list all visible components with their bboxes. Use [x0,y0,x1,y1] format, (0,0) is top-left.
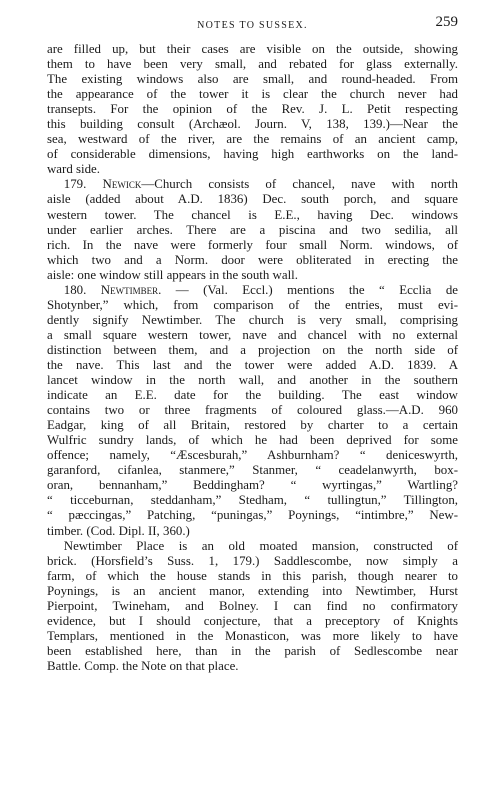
text-line [47,569,458,584]
text-line [47,524,458,539]
line-text: oran, bennanham,” Beddingham? “ wyrtingas,” Wartling? [47,478,458,493]
text-line [47,238,458,253]
line-text: brick. (Horsfield’s Suss. 1, 179.) Saddlescombe, now simply a [47,553,458,568]
parish-name: Newick [102,177,142,192]
line-text: Poynings, is an ancient manor, extending into Newtimber, Hurst [47,583,458,598]
text-line [47,599,458,614]
text-line [47,102,458,117]
line-text: lancet window in the north wall, and another in the southern [47,373,458,388]
line-text: ward side. [47,162,100,177]
line-text: aisle (added about A.D. 1836) Dec. south porch, and square [47,192,458,207]
line-text: Wulfric sundry lands, of which he had been deprived for some [47,433,458,448]
text-line [47,554,458,569]
text-line [47,463,458,478]
text-line [47,584,458,599]
text-line [47,433,458,448]
line-text: The existing windows also are small, and round-headed. From [47,72,458,87]
line-text: are filled up, but their cases are visible on the outside, showing [47,42,458,56]
text-line [47,177,458,192]
text-line [47,478,458,493]
text-line [47,72,458,87]
text-line [47,192,458,207]
page-number: 259 [435,14,458,30]
line-text: aisle: one window still appears in the south wall. [47,267,298,282]
text-line [47,208,458,223]
text-line [47,418,458,433]
line-text: transepts. For the opinion of the Rev. J. L. Petit respecting [47,102,458,117]
line-text: Pierpoint, Twineham, and Bolney. I can find no confirmatory [47,598,458,613]
text-line [47,253,458,268]
line-text: this building consult (Archæol. Journ. V, 138, 139.)—Near the [47,117,458,132]
text-line [47,539,458,554]
line-text: Battle. Comp. the Note on that place. [47,658,239,673]
body-text [47,42,458,674]
text-line [47,313,458,328]
line-text: timber. (Cod. Dipl. II, 360.) [47,523,190,538]
line-text: “ ticceburnan, steddanham,” Stedham, “ tullingtun,” Tillington, [47,493,458,508]
line-text: dently signify Newtimber. The church is very small, comprising [47,312,458,327]
text-line [47,57,458,72]
page-header [47,14,458,36]
text-line [47,343,458,358]
text-line [47,162,458,177]
line-text: sea, westward of the river, are the remains of an ancient camp, [47,132,458,147]
text-line [47,223,458,238]
line-text: under earlier arches. There are a piscina and two sedilia, all [47,222,458,237]
text-line [47,117,458,132]
line-text: Eadgar, king of all Britain, restored by charter to a certain [47,418,458,433]
line-text: —Church consists of chancel, nave with north [141,177,459,192]
line-text: them to have been very small, and rebated for glass externally. [47,57,458,72]
text-line [47,42,458,57]
text-line [47,373,458,388]
text-line [47,298,458,313]
line-text: . — (Val. Eccl.) mentions the “ Ecclia de [158,282,459,297]
text-line [47,87,458,102]
line-text: evidence, but I should conjecture, that a preceptory of Knights [47,613,458,628]
text-line [47,629,458,644]
text-line [47,147,458,162]
line-text: western tower. The chancel is E.E., having Dec. windows [47,207,458,222]
line-text: distinction between them, and a projection on the north side of [47,342,458,357]
text-line [47,268,458,283]
line-text: been established here, than in the parish of Sedlescombe near [47,643,458,658]
running-head: NOTES TO SUSSEX. [197,20,308,31]
text-line [47,358,458,373]
text-line [47,644,458,659]
line-text: farm, of which the house stands in this parish, though nearer to [47,568,458,583]
text-line [47,508,458,523]
line-text: Templars, mentioned in the Monasticon, was more likely to have [47,628,458,643]
line-text: Shotynber,” which, from comparison of the entries, must evi- [47,297,458,312]
text-line [47,493,458,508]
line-text: garanford, cifanlea, stanmere,” Stanmer, “ ceadelanwyrth, box- [47,463,458,478]
line-text: indicate an E.E. date for the building. The east window [47,388,458,403]
text-line [47,448,458,463]
parish-name: Newtimber [100,282,159,297]
text-line [47,328,458,343]
book-page [47,14,458,674]
line-text: a small square western tower, nave and chancel with no external [47,327,458,342]
section-number: 179. [63,177,103,192]
text-line [47,388,458,403]
line-text: Newtimber Place is an old moated mansion, constructed of [63,538,458,553]
section-number: 180. [63,282,101,297]
line-text: rich. In the nave were formerly four small Norm. windows, of [47,237,458,252]
line-text: contains two or three fragments of coloured glass.—A.D. 960 [47,403,458,418]
line-text: “ pæccingas,” Patching, “puningas,” Poynings, “intimbre,” New- [47,508,458,523]
text-line [47,283,458,298]
line-text: offence; namely, “Æscesburah,” Ashburnham? “ deniceswyrth, [47,448,458,463]
text-line [47,614,458,629]
text-line [47,132,458,147]
text-line [47,659,458,674]
line-text: the appearance of the tower it is clear the church never had [47,87,458,102]
line-text: of considerable dimensions, having high earthworks on the land- [47,147,458,162]
line-text: which two and a Norm. door were obliterated in erecting the [47,252,458,267]
text-line [47,403,458,418]
line-text: the nave. This last and the tower were added A.D. 1839. A [47,357,458,372]
